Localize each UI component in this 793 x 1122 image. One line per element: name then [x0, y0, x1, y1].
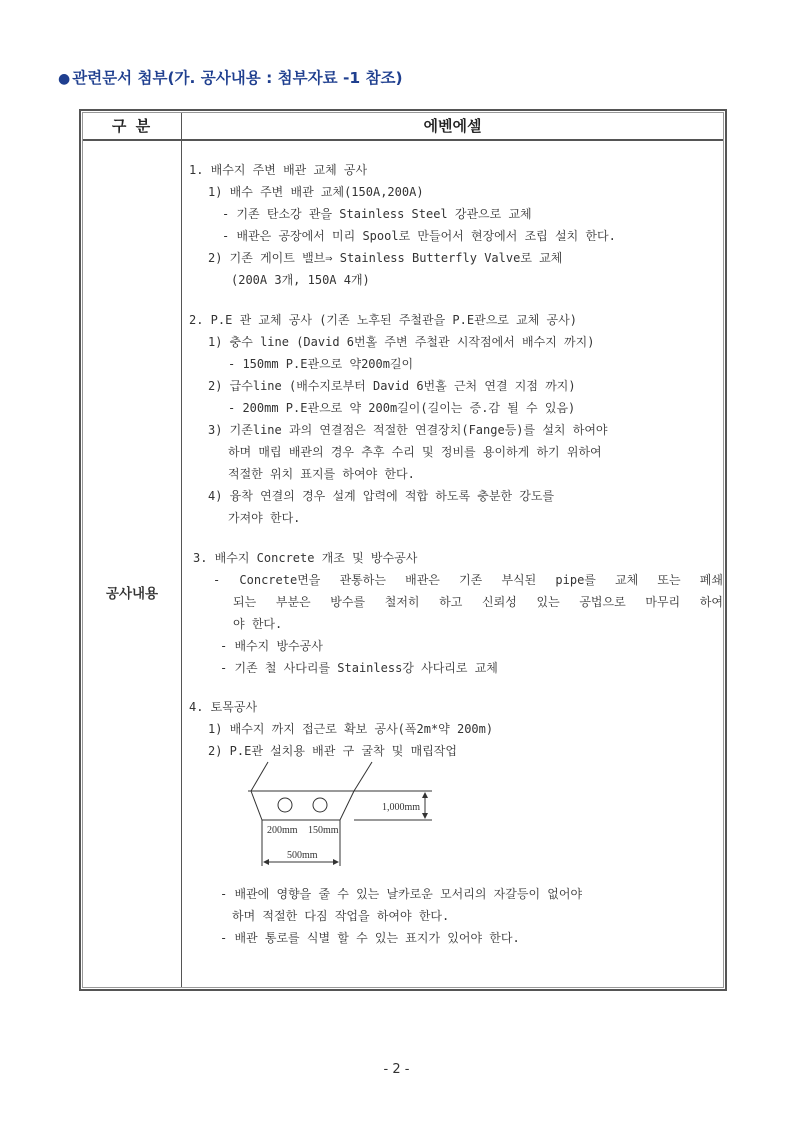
section-1-title: 1. 배수지 주변 배관 교체 공사 [189, 163, 368, 177]
section-2-item-3c: 적절한 위치 표지를 하여야 한다. [228, 467, 415, 481]
section-3-note-a3: 야 한다. [233, 617, 283, 631]
section-4-note-1: - 배관에 영향을 줄 수 있는 날카로운 모서리의 자갈등이 없어야 [220, 887, 583, 901]
section-4-item-1: 1) 배수지 까지 접근로 확보 공사(폭2m*약 200m) [208, 722, 494, 736]
header-category: 구 분 [83, 113, 182, 139]
section-2-item-1a: - 150mm P.E관으로 약200m길이 [228, 357, 414, 371]
section-2-item-4b: 가져야 한다. [228, 511, 301, 525]
section-2-item-2: 2) 급수line (배수지로부터 David 6번홀 근처 연결 지점 까지) [208, 379, 576, 393]
section-3-note-a2: 되는 부분은 방수를 철저히 하고 신뢰성 있는 공법으로 마무리 하여 [233, 595, 723, 609]
section-2-title: 2. P.E 관 교체 공사 (기존 노후된 주철관을 P.E관으로 교체 공사) [189, 313, 577, 327]
section-1-item-1a: - 기존 탄소강 관을 Stainless Steel 강관으로 교체 [222, 207, 532, 221]
section-4-title: 4. 토목공사 [189, 700, 258, 714]
depth-label: 1,000mm [382, 802, 421, 813]
pipe-150-label: 150mm [308, 825, 339, 836]
row-label-construction: 공사내용 [105, 586, 159, 602]
trench-right-slope [354, 762, 372, 791]
section-2-item-3: 3) 기존line 과의 연결점은 적절한 연결장치(Fange등)를 설치 하여야 [208, 423, 608, 437]
section-3-note-b: - 배수지 방수공사 [220, 639, 323, 653]
section-4-item-2: 2) P.E관 설치용 배관 구 굴착 및 매립작업 [208, 744, 457, 758]
section-1-item-1: 1) 배수 주변 배관 교체(150A,200A) [208, 185, 424, 199]
pipe-200-icon [278, 798, 292, 812]
pipe-200-label: 200mm [267, 825, 298, 836]
section-1-item-1b: - 배관은 공장에서 미리 Spool로 만들어서 현장에서 조립 설치 한다. [222, 229, 616, 243]
section-1-item-2a: (200A 3개, 150A 4개) [231, 273, 370, 287]
width-arrow-left [263, 859, 269, 865]
trench-outline [251, 791, 354, 820]
width-arrow-right [333, 859, 339, 865]
section-3-note-c: - 기존 철 사다리를 Stainless강 사다리로 교체 [220, 661, 498, 675]
trench-diagram [240, 758, 440, 870]
page-number: - 2 - [383, 1062, 410, 1077]
heading-text: 관련문서 첨부(가. 공사내용 : 첨부자료 -1 참조) [72, 69, 403, 87]
section-2-item-2a: - 200mm P.E관으로 약 200m길이(길이는 증.감 될 수 있음) [228, 401, 576, 415]
section-2-item-3b: 하며 매립 배관의 경우 추후 수리 및 정비를 용이하게 하기 위하여 [228, 445, 602, 459]
section-3-title: 3. 배수지 Concrete 개조 및 방수공사 [193, 551, 418, 565]
section-4-note-1b: 하며 적절한 다짐 작업을 하여야 한다. [232, 909, 450, 923]
section-2-item-4: 4) 융착 연결의 경우 설계 압력에 적합 하도록 충분한 강도를 [208, 489, 555, 503]
width-label: 500mm [287, 850, 318, 861]
depth-arrow-top [422, 792, 428, 798]
bullet-icon: ● [58, 71, 71, 87]
pipe-150-icon [313, 798, 327, 812]
section-3-note-a1: - Concrete면을 관통하는 배관은 기존 부식된 pipe를 교체 또는 폐쇄 [213, 573, 723, 587]
section-2-item-1: 1) 충수 line (David 6번홀 주변 주철관 시작점에서 배수지 까지) [208, 335, 595, 349]
header-company: 에벤에셀 [423, 117, 482, 135]
depth-arrow-bottom [422, 813, 428, 819]
section-4-note-2: - 배관 통로를 식별 할 수 있는 표지가 있어야 한다. [220, 931, 520, 945]
trench-left-slope [251, 762, 268, 791]
section-1-item-2: 2) 기존 게이트 밸브⇒ Stainless Butterfly Valve로 교체 [208, 251, 563, 265]
